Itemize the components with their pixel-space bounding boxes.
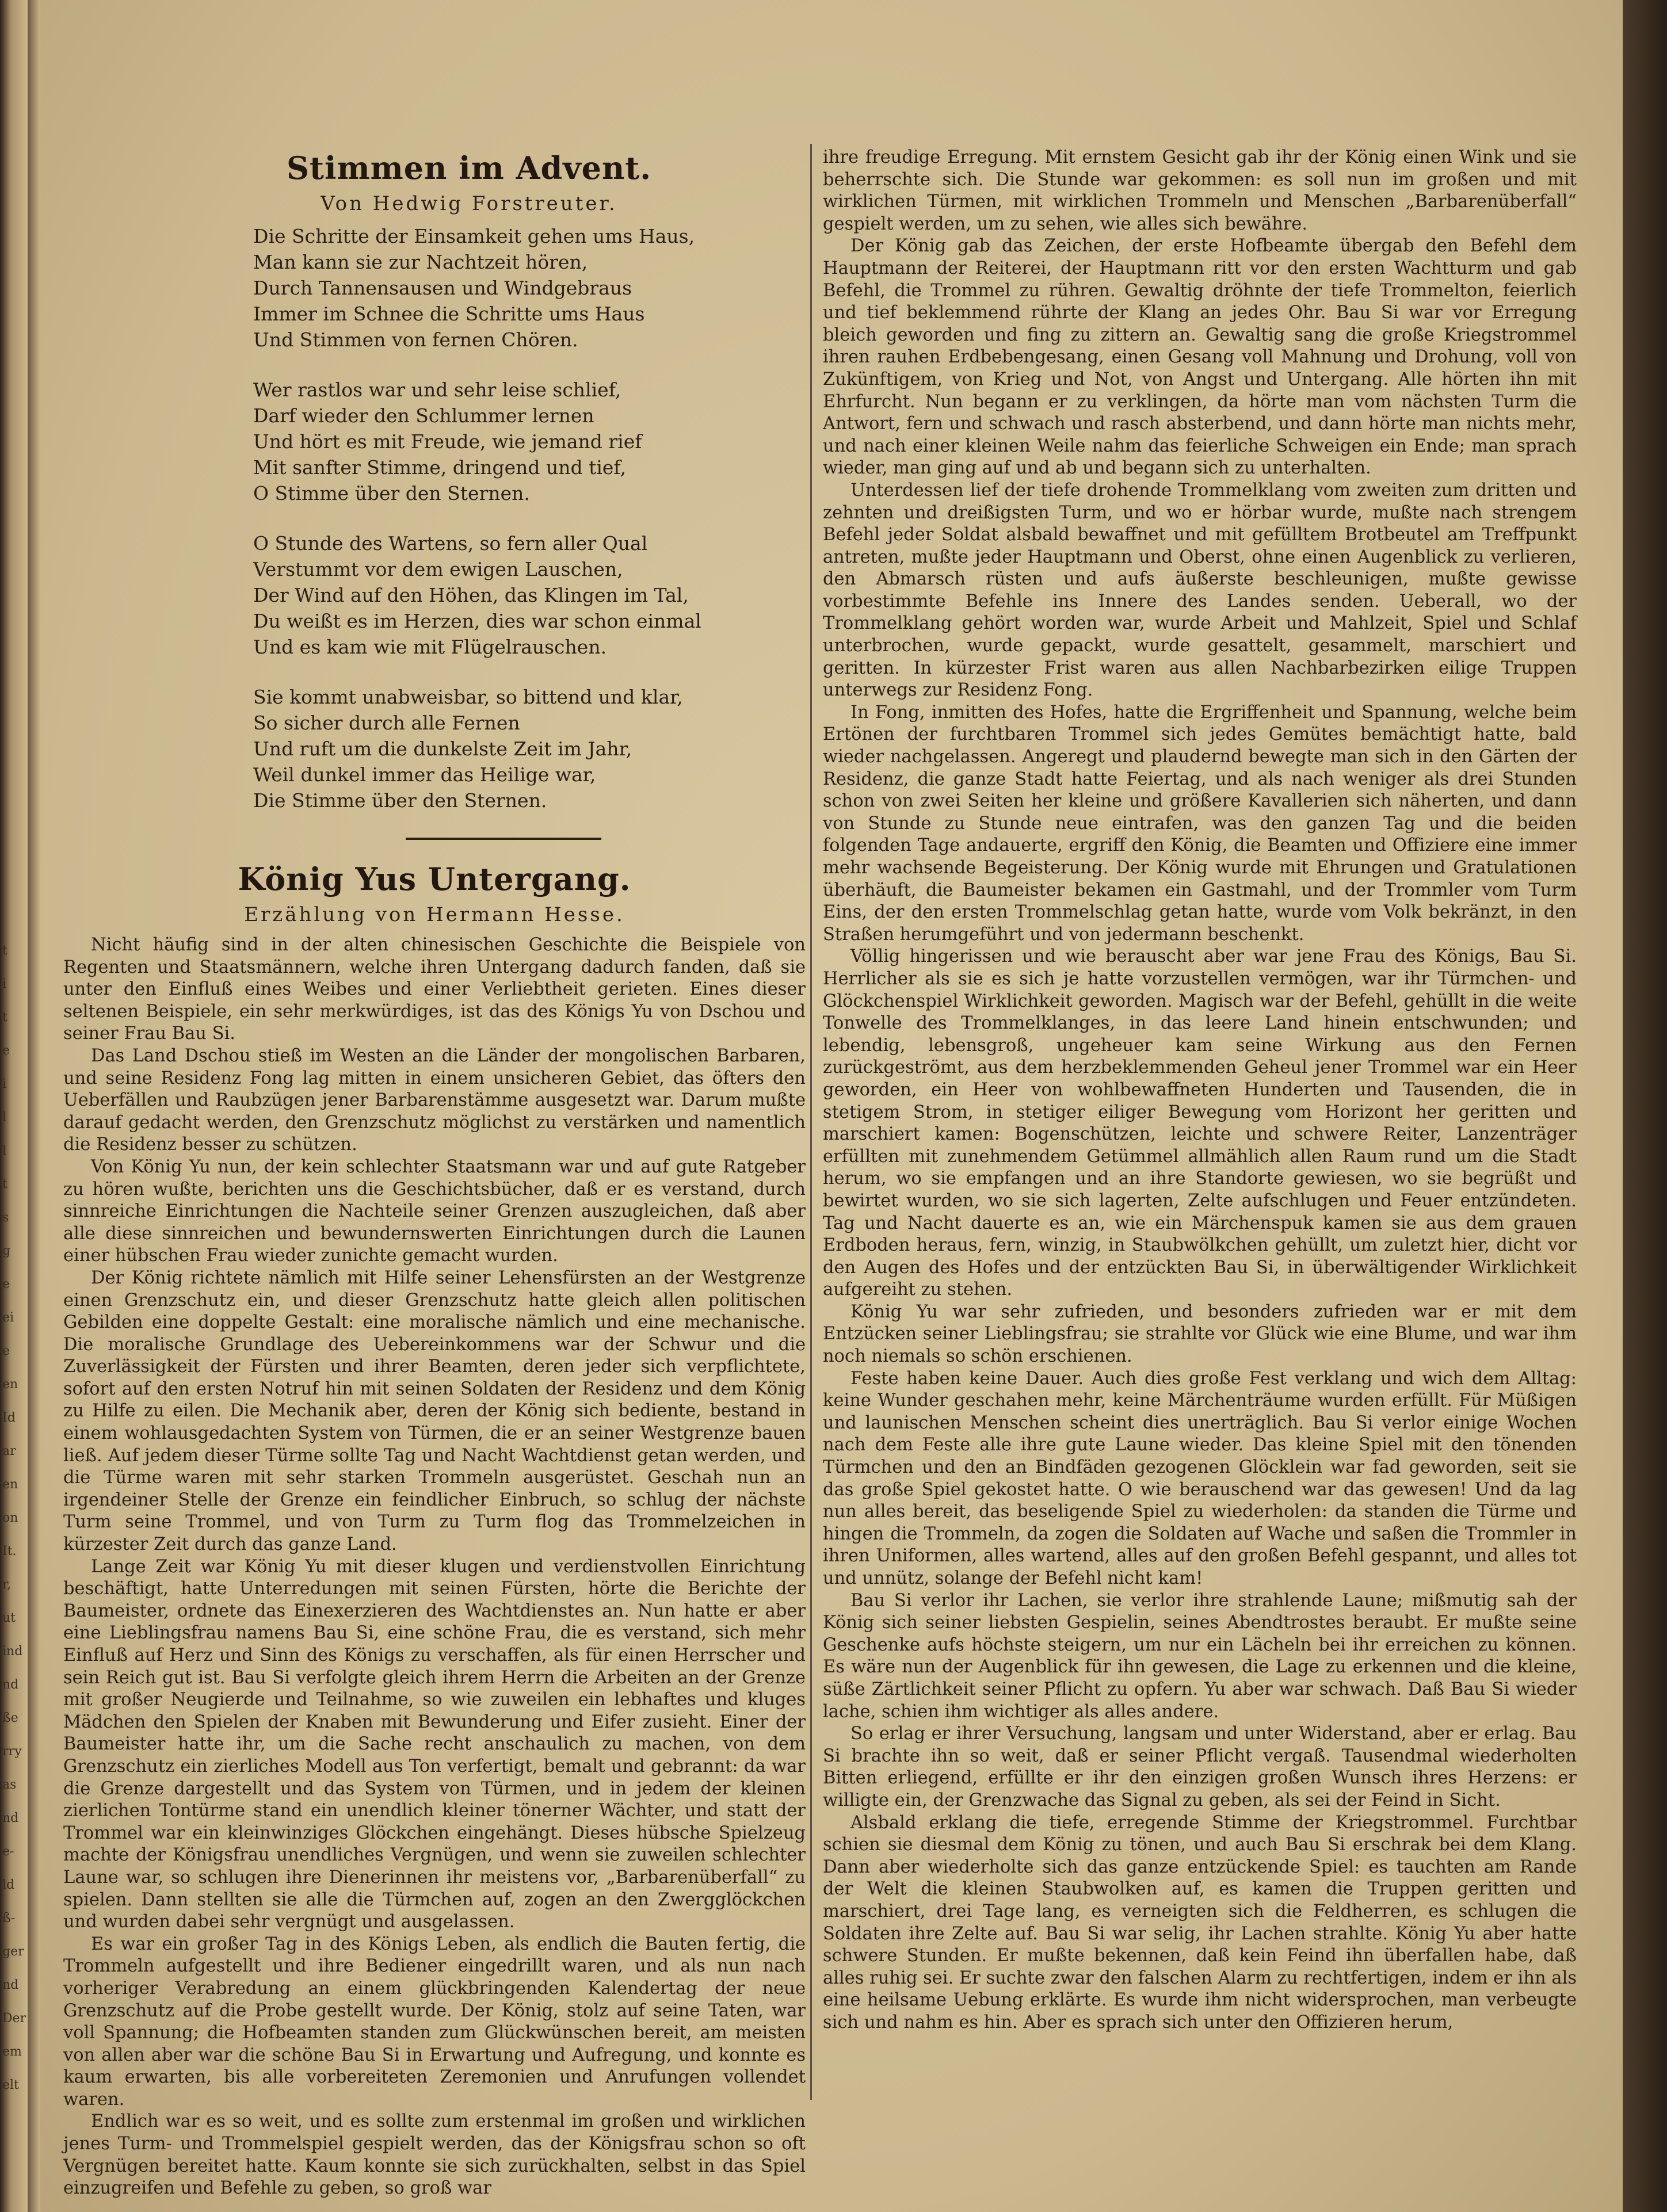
margin-fragment: elt: [2, 2078, 19, 2092]
story-title: König Yus Untergang.: [238, 861, 631, 897]
story-paragraph: Es war ein großer Tag in des Königs Leben, als endlich die Bauten fertig, die Trommeln aufgestellt und ihre Bediener eingedrillt waren, und als nun nach vorheriger Verabredung an einem glückbringenden Kalendertag der neue Grenzschutz auf die Probe gestellt wurde. Der König, stolz auf seine Taten, war voll Spannung; die Hofbeamten standen zum Glückwünschen bereit, am meisten von allen aber war die schöne Bau Si in Erwartung und Aufregung, und konnte es kaum erwarten, bis alle vorbereiteten Zeremonien und Anrufungen vollendet waren.: [63, 1934, 806, 2110]
margin-fragment: em: [2, 2045, 22, 2059]
story-paragraph: Lange Zeit war König Yu mit dieser klugen und verdienstvollen Einrichtung beschäftigt, hatte Unterredungen mit seinen Fürsten, hörte die Berichte der Baumeister, ordnete das Einexerzieren des Wachtdienstes an. Nun hatte er aber eine Lieblingsfrau namens Bau Si, eine schöne Frau, die es verstand, sich mehr Einfluß auf Herz und Sinn des Königs zu verschaffen, als für einen Herrscher und sein Reich gut ist. Bau Si verfolgte gleich ihrem Herrn die Arbeiten an der Grenze mit großer Neugierde und Teilnahme, so wie zuweilen ein lebhaftes und kluges Mädchen den Spielen der Knaben mit Bewunderung und Eifer zusieht. Einer der Baumeister hatte ihr, um die Sache recht anschaulich zu machen, von dem Grenzschutz ein zierliches Modell aus Ton verfertigt, bemalt und gebrannt: da war die Grenze dargestellt und das System von Türmen, und in jedem der kleinen zierlichen Tontürme stand ein unendlich kleiner tönerner Wächter, und statt der Trommel war ein kleinwinziges Glöckchen eingehängt. Dieses hübsche Spielzeug machte der Königsfrau unendliches Vergnügen, und wenn sie zuweilen schlechter Laune war, so schlugen ihre Dienerinnen ihr meistens vor, „Barbarenüberfall“ zu spielen. Dann stellten sie alle die Türmchen auf, zogen an den Zwergglöckchen und wurden dabei sehr vergnügt und ausgelassen.: [63, 1556, 806, 1932]
story-paragraph: Nicht häufig sind in der alten chinesischen Geschichte die Beispiele von Regenten und Staatsmännern, welche ihren Untergang dadurch fanden, daß sie unter den Einfluß eines Weibes und einer Verliebtheit gerieten. Eines dieser seltenen Beispiele, ein sehr merkwürdiges, ist das des Königs Yu von Dschou und seiner Frau Bau Si.: [63, 935, 806, 1044]
column-divider: [810, 144, 812, 2100]
poem-line: Und ruft um die dunkelste Zeit im Jahr,: [253, 738, 632, 760]
margin-fragment: s: [2, 1210, 9, 1225]
story-body-left: [63, 934, 806, 2200]
binding-shadow: [28, 0, 40, 2212]
margin-fragment: It.: [2, 1544, 17, 1558]
margin-fragment: ß-: [2, 1911, 16, 1926]
story-paragraph: Von König Yu nun, der kein schlechter Staatsmann war und auf gute Ratgeber zu hören wußte, berichten uns die Geschichtsbücher, daß er es verstand, durch sinnreiche Einrichtungen die Nachteile seiner Grenzen auszugleichen, daß aber alle diese sinnreichen und bewundernswerten Einrichtungen durch die Launen einer hübschen Frau wieder zunichte gemacht wurden.: [63, 1156, 806, 1266]
margin-fragment: as: [2, 1778, 17, 1792]
poem-line: Wer rastlos war und sehr leise schlief,: [253, 379, 621, 401]
poem-byline: Von Hedwig Forstreuter.: [321, 192, 617, 215]
margin-fragment: t: [2, 1010, 7, 1025]
margin-fragment: ut: [2, 1611, 16, 1625]
section-rule: [406, 838, 601, 840]
poem-line: Immer im Schnee die Schritte ums Haus: [253, 303, 645, 325]
poem-line: Die Schritte der Einsamkeit gehen ums Haus,: [253, 225, 695, 247]
margin-fragment: t: [2, 943, 7, 958]
margin-fragment: rrу: [2, 1744, 22, 1759]
poem-line: O Stunde des Wartens, so fern aller Qual: [253, 532, 648, 555]
margin-fragment: ar: [2, 1444, 16, 1458]
margin-fragment: ind: [2, 1644, 23, 1659]
margin-fragment: t: [2, 1177, 7, 1191]
story-paragraph: So erlag er ihrer Versuchung, langsam und unter Widerstand, aber er erlag. Bau Si brachte ihn so weit, daß er seiner Pflicht vergaß. Tausendmal wiederholten Bitten erliegend, erfüllte er ihr den einzigen großen Wunsch ihres Herzens: er willigte ein, der Grenzwache das Signal zu geben, als sei der Feind in Sicht.: [823, 1724, 1577, 1810]
story-paragraph: König Yu war sehr zufrieden, und besonders zufrieden war er mit dem Entzücken seiner Lieblingsfrau; sie strahlte vor Glück wie eine Blume, und war ihm noch niemals so schön erschienen.: [823, 1301, 1577, 1367]
poem-line: Durch Tannensausen und Windgebraus: [253, 277, 632, 299]
poem-line: Und es kam wie mit Flügelrauschen.: [253, 636, 607, 658]
story-byline: Erzählung von Hermann Hesse.: [244, 903, 625, 926]
margin-fragment: g: [2, 1244, 11, 1258]
book-edge: [1623, 0, 1667, 2212]
story-paragraph: Völlig hingerissen und wie berauscht aber war jene Frau des Königs, Bau Si. Herrlicher als sie es sich je hatte vorzustellen vermögen, war ihr Türmchen- und Glöckchenspiel Wirklichkeit geworden. Magisch war der Befehl, gehüllt in die weite Tonwelle des Trommelklanges, in das leere Land hinein entschwunden; und lebendig, lebensgroß, ungeheuer kam seine Wirkung aus den Fernen zurückgeströmt, aus dem herzbeklemmenden Geheul jener Trommel war ein Heer geworden, ein Heer von wohlbewaffneten Hunderten und Tausenden, die in stetigem Strom, in stetiger eiliger Bewegung vom Horizont her geritten und marschiert kamen: Bogenschützen, leichte und schwere Reiter, Lanzenträger erfüllten mit zunehmendem Getümmel allmählich allen Raum rund um die Stadt herum, wo sie empfangen und an ihre Standorte gewiesen, wo sie begrüßt und bewirtet wurden, wo sie sich lagerten, Zelte aufschlugen und Feuer entzündeten. Tag und Nacht dauerte es an, wie ein Märchenspuk kamen sie aus dem grauen Erdboden heraus, fern, winzig, in Staubwölkchen gehüllt, um zuletzt hier, dicht vor den Augen des Hofes und der entzückten Bau Si, in überwältigender Wirklichkeit aufgereiht zu stehen.: [823, 946, 1577, 1300]
poem-body: [63, 223, 806, 813]
poem-line: Du weißt es im Herzen, dies war schon einmal: [253, 610, 701, 632]
story-paragraph: Unterdessen lief der tiefe drohende Trommelklang vom zweiten zum dritten und zehnten und dreißigsten Turm, und wo er hörbar wurde, mußte nach strengem Befehl jeder Soldat alsbald bewaffnet und mit gefülltem Brotbeutel am Treffpunkt antreten, mußte jeder Hauptmann und Oberst, ohne einen Augenblick zu verlieren, den Abmarsch rüsten und aufs äußerste beschleunigen, mußte gewisse vorbestimmte Befehle ins Innere des Landes senden. Ueberall, wo der Trommelklang gehört worden war, wurde Arbeit und Mahlzeit, Spiel und Schlaf unterbrochen, wurde gepackt, wurde gesattelt, gesammelt, marschiert und geritten. In kürzester Frist waren aus allen Nachbarbezirken eilige Truppen unterwegs zur Residenz Fong.: [823, 480, 1577, 701]
poem-line: Verstummt vor dem ewigen Lauschen,: [253, 558, 623, 580]
margin-fragment: on: [2, 1511, 18, 1525]
margin-fragment: l: [2, 1110, 7, 1125]
poem-line: Der Wind auf den Höhen, das Klingen im Tal,: [253, 584, 689, 606]
margin-fragment: Der: [2, 2011, 26, 2026]
story-paragraph: Der König gab das Zeichen, der erste Hofbeamte übergab den Befehl dem Hauptmann der Reiterei, der Hauptmann ritt vor den ersten Wachtturm und gab Befehl, die Trommel zu rühren. Gewaltig dröhnte der tiefe Trommelton, feierlich und tief beklemmend rührte der Klang an jedes Ohr. Bau Si war vor Erregung bleich geworden und fing zu zittern an. Gewaltig sang die große Kriegstrommel ihren rauhen Erdbebengesang, einen Gesang voll Mahnung und Drohung, voll von Zukünftigem, von Krieg und Not, von Angst und Untergang. Alle hörten ihn mit Ehrfurcht. Nun begann er zu verklingen, da hörte man vom nächsten Turm die Antwort, fern und schwach und rasch absterbend, und dann hörte man nichts mehr, und nach einer kleinen Weile nahm das feierliche Schweigen ein Ende; man sprach wieder, man ging auf und ab und begann sich zu unterhalten.: [823, 236, 1577, 479]
story-paragraph: Der König richtete nämlich mit Hilfe seiner Lehensfürsten an der Westgrenze einen Grenzschutz ein, und dieser Grenzschutz hatte gleich allen politischen Gebilden eine doppelte Gestalt: eine moralische nämlich und eine mechanische. Die moralische Grundlage des Uebereinkommens war der Schwur und die Zuverlässigkeit der Fürsten und ihrer Beamten, deren jeder sich verpflichtete, sofort auf den ersten Notruf hin mit seinen Soldaten der Residenz und dem König zu Hilfe zu eilen. Die Mechanik aber, deren der König sich bediente, bestand in einem wohlausgedachten System von Türmen, die er an seiner Westgrenze bauen ließ. Auf jedem dieser Türme sollte Tag und Nacht Wachtdienst getan werden, und die Türme waren mit sehr starken Trommeln ausgerüstet. Geschah nun an irgendeiner Stelle der Grenze ein feindlicher Einbruch, so schlug der nächste Turm seine Trommel, und von Turm zu Turm flog das Trommelzeichen in kürzester Zeit durch das ganze Land.: [63, 1267, 806, 1555]
poem-line: Die Stimme über den Sternen.: [253, 789, 547, 812]
margin-fragment: e-: [2, 1844, 14, 1859]
margin-fragment: e: [2, 1044, 10, 1058]
poem-stanza: [253, 530, 806, 660]
story-paragraph: Alsbald erklang die tiefe, erregende Stimme der Kriegstrommel. Furchtbar schien sie diesmal dem König zu tönen, und auch Bau Si erschrak bei dem Klang. Dann aber wiederholte sich das ganze entzückende Spiel: es tauchten am Rande der Welt die kleinen Staubwolken auf, es kamen die Truppen geritten und marschiert, drei Tage lang, es verneigten sich die Feldherren, es schlugen die Soldaten ihre Zelte auf. Bau Si war selig, ihr Lachen strahlte. König Yu aber hatte schwere Stunden. Er mußte bekennen, daß kein Feind ihn überfallen habe, daß alles ruhig sei. Er suchte zwar den falschen Alarm zu rechtfertigen, indem er ihn als eine heilsame Uebung erklärte. Es wurde ihm nicht widersprochen, man verbeugte sich und nahm es hin. Aber es sprach sich unter den Offizieren herum,: [823, 1812, 1577, 2033]
story-paragraph: Das Land Dschou stieß im Westen an die Länder der mongolischen Barbaren, und seine Residenz Fong lag mitten in einem unsicheren Gebiet, das öfters den Ueberfällen und Raubzügen jener Barbarenstämme ausgesetzt war. Darum mußte darauf gedacht werden, den Grenzschutz möglichst zu verstärken und namentlich die Residenz besser zu schützen.: [63, 1045, 806, 1155]
margin-fragment: nd: [2, 1978, 19, 1992]
poem-title: Stimmen im Advent.: [287, 150, 651, 186]
margin-fragment: i: [2, 1077, 7, 1091]
poem-line: Darf wieder den Schlummer lernen: [253, 404, 594, 427]
margin-fragment: nd: [2, 1811, 19, 1825]
margin-fragment: Id: [2, 1411, 16, 1425]
margin-fragment: r,: [2, 1577, 12, 1592]
margin-fragment: ld: [2, 1878, 15, 1892]
story-body-right: [823, 147, 1577, 2034]
story-paragraph: In Fong, inmitten des Hofes, hatte die Ergriffenheit und Spannung, welche beim Ertönen der furchtbaren Trommel sich jedes Gemütes bemächtigt hatte, bald wieder nachgelassen. Angeregt und plaudernd bewegte man sich in den Gärten der Residenz, die ganze Stadt hatte Feiertag, und als nach weniger als drei Stunden schon von zwei Seiten her kleine und größere Kavallerien sich näherten, und dann von Stunde zu Stunde neue eintrafen, was den ganzen Tag und die beiden folgenden Tage andauerte, ergriff den König, die Beamten und Offiziere eine immer mehr wachsende Begeisterung. Der König wurde mit Ehrungen und Gratulationen überhäuft, die Baumeister bekamen ein Gastmahl, und der Trommler vom Turm Eins, der den ersten Trommelschlag getan hatte, wurde vom Volk bekränzt, in den Straßen herumgeführt und von jedermann beschenkt.: [823, 702, 1577, 945]
story-paragraph: Bau Si verlor ihr Lachen, sie verlor ihre strahlende Laune; mißmutig sah der König sich seiner liebsten Gespielin, seines Abendtrostes beraubt. Er mußte seine Geschenke aufs höchste steigern, um nur ein Lächeln bei ihr erreichen zu können. Es wäre nun der Augenblick für ihn gewesen, die Lage zu erkennen und die kleine, süße Zärtlichkeit seiner Pflicht zu opfern. Yu aber war schwach. Daß Bau Si wieder lache, schien ihm wichtiger als alles andere.: [823, 1590, 1577, 1722]
poem-line: O Stimme über den Sternen.: [253, 482, 530, 505]
poem-line: Mit sanfter Stimme, dringend und tief,: [253, 456, 626, 479]
poem-line: Und Stimmen von fernen Chören.: [253, 328, 578, 351]
margin-fragment: ei: [2, 1311, 14, 1325]
poem-stanza: [253, 377, 806, 506]
story-paragraph: ihre freudige Erregung. Mit ernstem Gesicht gab ihr der König einen Wink und sie beherrschte sich. Die Stunde war gekommen: es soll nun im großen und mit wirklichen Türmen, mit wirklichen Trommeln und Menschen „Barbarenüberfall“ gespielt werden, um zu sehen, wie alles sich bewähre.: [823, 147, 1577, 234]
margin-fragment: en: [2, 1477, 18, 1492]
margin-fragment: ger: [2, 1944, 24, 1959]
margin-fragment: l: [2, 1144, 7, 1158]
poem-line: Weil dunkel immer das Heilige war,: [253, 763, 596, 786]
poem-line: Sie kommt unabweisbar, so bittend und klar,: [253, 686, 683, 708]
story-paragraph: Feste haben keine Dauer. Auch dies große Fest verklang und wich dem Alltag: keine Wunder geschahen mehr, keine Märchenträume wurden erfüllt. Für Müßigen und launischen Menschen scheint dies unerträglich. Bau Si verlor einige Wochen nach dem Feste alle ihre gute Laune wieder. Das kleine Spiel mit den tönenden Türmchen und den an Bindfäden gezogenen Glöcklein war fad geworden, seit sie das große Spiel gekostet hatte. O wie berauschend war das gewesen! Und da lag nun alles bereit, das beseligende Spiel zu wiederholen: da standen die Türme und hingen die Trommeln, da zogen die Soldaten auf Wache und saßen die Trommler in ihren Uniformen, alles wartend, alles auf den großen Befehl gespannt, und alles tot und unnütz, solange der Befehl nicht kam!: [823, 1368, 1577, 1588]
poem-stanza: [253, 223, 806, 353]
poem-stanza: [253, 684, 806, 813]
right-column: [823, 147, 1577, 2034]
poem-line: So sicher durch alle Fernen: [253, 712, 520, 734]
poem-line: Man kann sie zur Nachtzeit hören,: [253, 251, 588, 273]
margin-fragment: i: [2, 977, 7, 991]
margin-fragment: e: [2, 1344, 10, 1358]
margin-fragment: ße: [2, 1711, 18, 1725]
story-paragraph: Endlich war es so weit, und es sollte zum erstenmal im großen und wirklichen jenes Turm- und Trommelspiel gespielt werden, das der Königsfrau schon so oft Vergnügen bereitet hatte. Kaum konnte sie sich zurückhalten, selbst in das Spiel einzugreifen und Befehle zu geben, so groß war: [63, 2111, 806, 2199]
previous-page-edge: [0, 0, 28, 2212]
poem-line: Und hört es mit Freude, wie jemand rief: [253, 430, 642, 453]
left-column: [63, 121, 806, 2200]
margin-fragment: nd: [2, 1678, 19, 1692]
margin-fragment: e: [2, 1277, 10, 1292]
margin-fragment: en: [2, 1377, 18, 1392]
